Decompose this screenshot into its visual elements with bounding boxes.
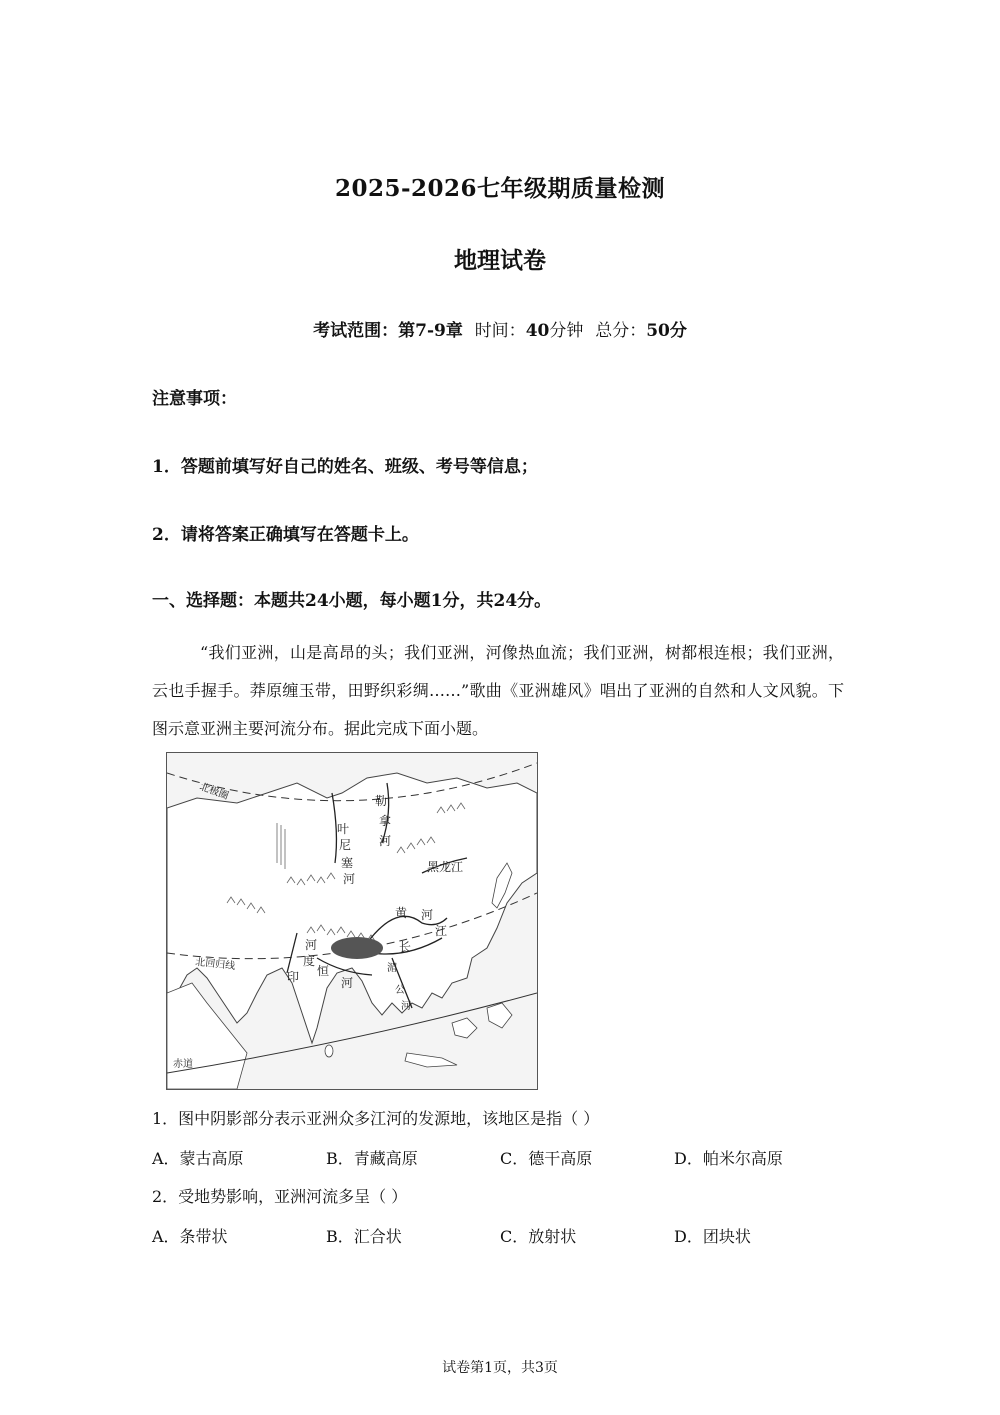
label-indus-1: 印 — [287, 970, 300, 984]
question-2-option-b: B．汇合状 — [326, 1227, 402, 1246]
label-changjiang-1: 长 — [399, 940, 412, 954]
srilanka-island — [325, 1045, 333, 1057]
exam-score-value: 50分 — [646, 321, 687, 341]
question-1-option-b: B．青藏高原 — [326, 1149, 418, 1168]
reading-passage — [152, 634, 844, 748]
label-mekong-3: 河 — [401, 1001, 411, 1012]
label-arctic-circle: 北极圈 — [197, 781, 230, 803]
exam-scope: 考试范围：第7-9章 — [313, 321, 463, 341]
page-footer: 试卷第1页，共3页 — [442, 1360, 558, 1376]
exam-score-label: 总分： — [595, 321, 647, 341]
exam-info — [0, 316, 1000, 341]
question-2-option-a: A．条带状 — [152, 1227, 228, 1246]
asia-river-map — [166, 752, 538, 1090]
notice-item-1: 1．答题前填写好自己的姓名、班级、考号等信息； — [152, 457, 538, 477]
label-heilongjiang: 黑龙江 — [427, 860, 464, 874]
label-mekong-1: 湄 — [387, 963, 397, 974]
label-ganges-2: 河 — [341, 976, 354, 990]
label-indus-2: 度 — [303, 954, 316, 968]
label-lena-3: 河 — [379, 834, 392, 848]
passage-text: “我们亚洲，山是高昂的头；我们亚洲，河像热血流；我们亚洲，树都根连根；我们亚洲，云也手握手。莽原缠玉带，田野织彩绸……”歌曲《亚洲雄风》唱出了亚洲的自然和人文风貌。下图示意亚洲主要河流分布。据此完成下面小题。 — [152, 643, 844, 738]
label-equator: 赤道 — [173, 1059, 193, 1070]
question-2-stem: 2．受地势影响，亚洲河流多呈（ ） — [152, 1187, 408, 1206]
label-yenisei-2: 尼 — [339, 838, 352, 852]
label-lena-2: 拿 — [379, 814, 392, 828]
label-tropic: 北回归线 — [194, 957, 236, 973]
question-2-option-d: D．团块状 — [674, 1227, 751, 1246]
question-1-stem: 1．图中阴影部分表示亚洲众多江河的发源地，该地区是指（ ） — [152, 1109, 600, 1128]
label-yenisei-3: 塞 — [341, 856, 354, 870]
notice-title: 注意事项： — [152, 389, 237, 409]
plateau-shaded-region — [331, 937, 383, 959]
section-title: 一、选择题：本题共24小题，每小题1分，共24分。 — [152, 591, 552, 611]
question-1-option-c: C．德干高原 — [500, 1149, 593, 1168]
map-svg — [167, 753, 537, 1089]
label-lena-1: 勒 — [375, 794, 388, 808]
question-1-option-a: A．蒙古高原 — [152, 1149, 244, 1168]
notice-item-2: 2．请将答案正确填写在答题卡上。 — [152, 525, 419, 545]
label-indus-3: 河 — [305, 938, 318, 952]
question-2-option-c: C．放射状 — [500, 1227, 577, 1246]
question-1-option-d: D．帕米尔高原 — [674, 1149, 783, 1168]
label-ganges-1: 恒 — [317, 964, 330, 978]
label-huanghe-2: 河 — [421, 908, 434, 922]
exam-time-label: 时间： — [474, 321, 526, 341]
exam-time-value: 40 — [525, 321, 550, 341]
label-mekong-2: 公 — [395, 985, 405, 996]
exam-subtitle: 地理试卷 — [454, 247, 546, 274]
label-yenisei-1: 叶 — [337, 822, 350, 836]
exam-title: 2025-2026七年级期质量检测 — [334, 175, 666, 202]
label-yenisei-4: 河 — [343, 872, 356, 886]
label-changjiang-2: 江 — [435, 924, 448, 938]
exam-time-unit: 分钟 — [549, 321, 584, 341]
label-huanghe-1: 黄 — [395, 906, 408, 920]
